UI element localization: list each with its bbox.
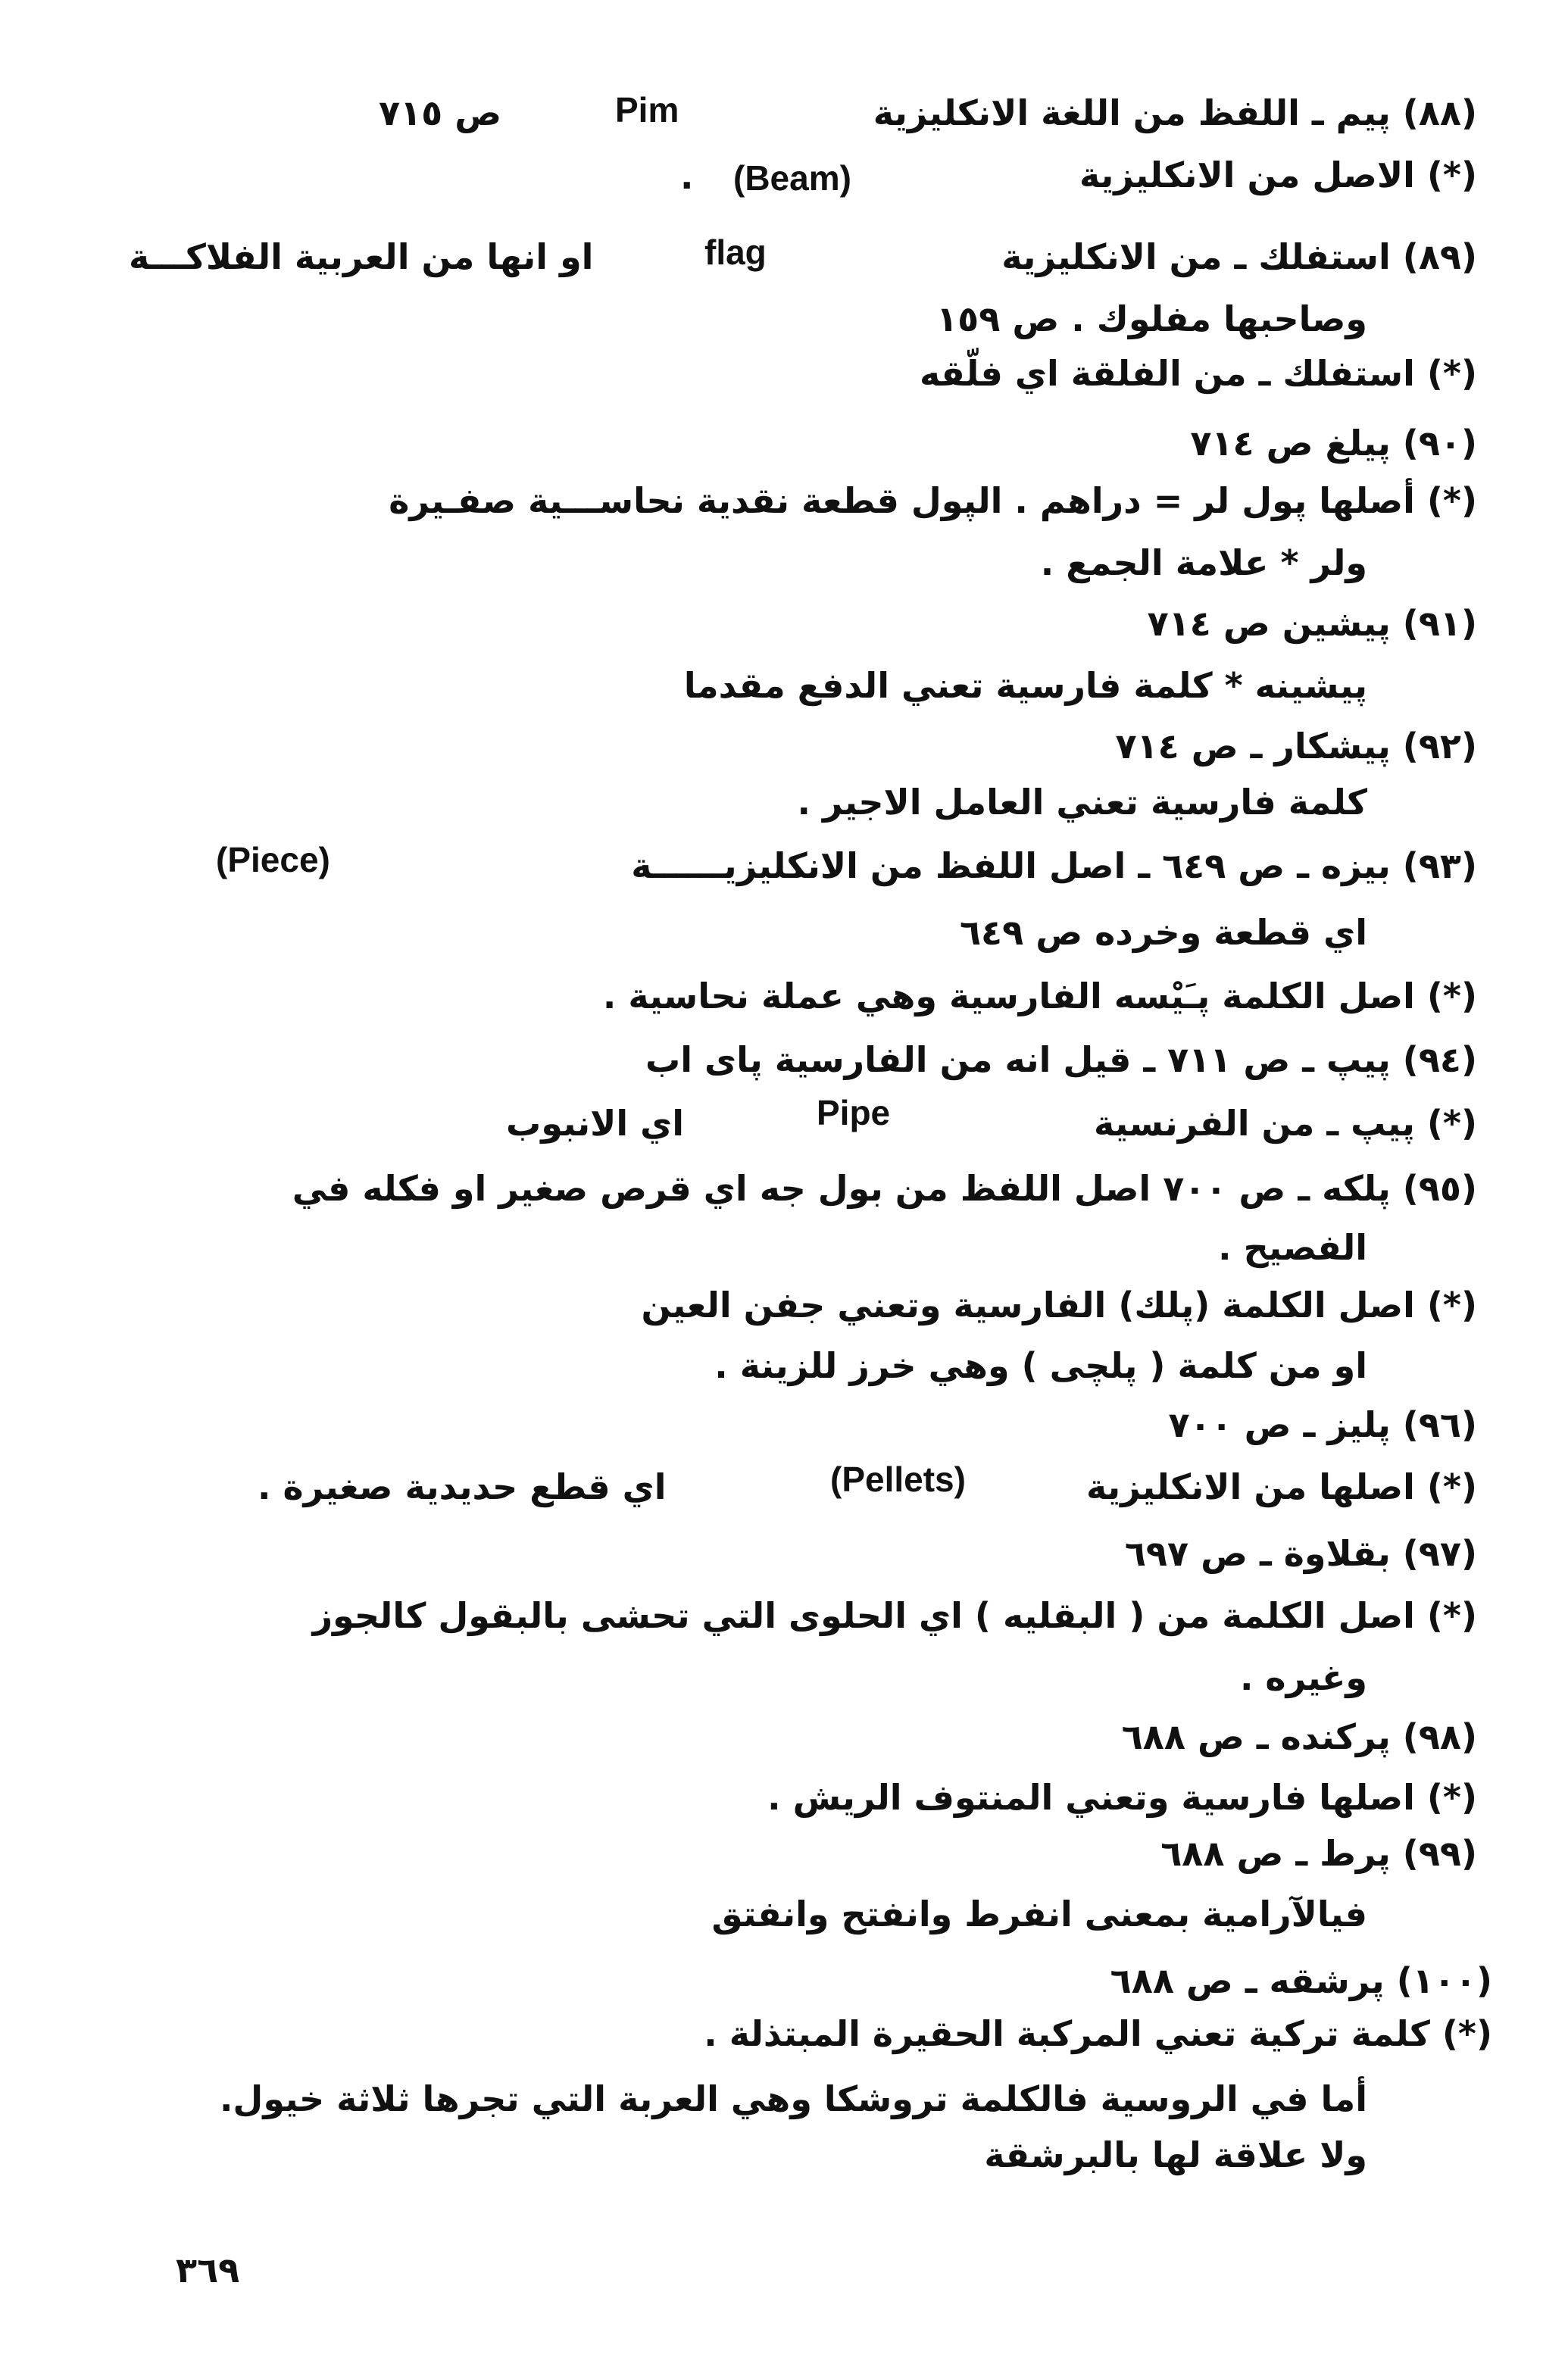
- entry-text: پيم ـ اللفظ من اللغة الانكليزية: [873, 92, 1391, 133]
- note-line: [312, 1595, 1477, 1636]
- note-line: [704, 2013, 1492, 2054]
- entry-97-line: [1124, 1533, 1477, 1574]
- entry-number: (٩٣): [1402, 845, 1477, 886]
- entry-number: (١٠٠): [1396, 1960, 1492, 2001]
- entry-text: پرشقه ـ ص ٦٨٨: [1110, 1960, 1385, 2001]
- entry-number: (٨٩): [1402, 236, 1477, 277]
- entry-93-line: [631, 845, 1477, 886]
- entry-number: (٩٥): [1402, 1168, 1477, 1209]
- note-marker: (*): [1426, 1103, 1477, 1144]
- continuation-line: اي قطعة وخرده ص ٦٤٩: [959, 912, 1367, 953]
- note-text: اصلها من الانكليزية: [1085, 1466, 1415, 1507]
- entry-text: بقلاوة ـ ص ٦٩٧: [1124, 1533, 1391, 1574]
- note-text: پيپ ـ من الفرنسية: [1093, 1103, 1415, 1144]
- note-text: اصل الكلمة من ( البقليه ) اي الحلوى التي تحشى بالبقول كالجوز: [312, 1595, 1415, 1636]
- note-line: [602, 976, 1477, 1016]
- continuation-line: وغيره .: [1239, 1657, 1367, 1698]
- entry-text: بيزه ـ ص ٦٤٩ ـ اصل اللفظ من الانكليزيــــــة: [631, 845, 1391, 886]
- line-end-punct: .: [680, 156, 694, 197]
- entry-text: پلكه ـ ص ٧٠٠ اصل اللفظ من بول جه اي قرص صغير او فكله في: [292, 1168, 1391, 1209]
- note-text: كلمة تركية تعني المركبة الحقيرة المبتذلة .: [704, 2013, 1430, 2054]
- note-marker: (*): [1426, 480, 1477, 521]
- continuation-line: او من كلمة ( پلچى ) وهي خرز للزينة .: [714, 1345, 1367, 1386]
- entry-text: پيلغ ص ٧١٤: [1190, 423, 1391, 464]
- entry-number: (٩٤): [1402, 1039, 1477, 1080]
- entry-number: (٩٧): [1402, 1533, 1477, 1574]
- entry-text: استفلك ـ من الانكليزية: [1001, 236, 1391, 277]
- continuation-line: ولا علاقة لها بالبرشقة: [984, 2134, 1367, 2175]
- entry-88-line: [873, 92, 1477, 133]
- latin-term: Pim: [615, 90, 679, 130]
- note-text: استفلك ـ من الفلقة اي فلّقه: [919, 353, 1415, 394]
- entry-number: (٩٩): [1402, 1833, 1477, 1874]
- entry-number: (٩٦): [1402, 1404, 1477, 1445]
- entry-98-line: [1121, 1716, 1477, 1757]
- note-text: اصلها فارسية وتعني المنتوف الريش .: [767, 1777, 1415, 1818]
- note-text: اصل الكلمة (پلك) الفارسية وتعني جفن العين: [641, 1285, 1415, 1326]
- latin-term: (Piece): [216, 840, 330, 879]
- continuation-line: ولر * علامة الجمع .: [1040, 542, 1367, 583]
- entry-number: (٩٢): [1402, 726, 1477, 767]
- entry-text-cont: اي قطع حديدية صغيرة .: [258, 1466, 667, 1507]
- page-reference: ص ٧١٥: [379, 92, 502, 133]
- entry-number: (٨٨): [1402, 92, 1477, 133]
- entry-number: (٩١): [1402, 603, 1477, 644]
- note-text: أصلها پول لر = دراهم . الپول قطعة نقدية نحاســـية صفـيرة: [389, 480, 1415, 521]
- continuation-line: كلمة فارسية تعني العامل الاجير .: [797, 782, 1367, 823]
- continuation-line: أما في الروسية فالكلمة تروشكا وهي العربة التي تجرها ثلاثة خيول.: [219, 2078, 1367, 2119]
- entry-96-line: [1168, 1404, 1477, 1445]
- latin-term: Pipe: [817, 1093, 891, 1132]
- entry-text: پيشكار ـ ص ٧١٤: [1115, 726, 1391, 767]
- note-line: [919, 353, 1477, 394]
- note-marker: (*): [1426, 1777, 1477, 1818]
- note-marker: (*): [1426, 1285, 1477, 1326]
- entry-text: پيپ ـ ص ٧١١ ـ قيل انه من الفارسية پاى اب: [645, 1039, 1391, 1080]
- continuation-line: فيالآرامية بمعنى انفرط وانفتح وانفتق: [711, 1894, 1367, 1934]
- note-line: [1093, 1103, 1477, 1144]
- page-number: ٣٦٩: [176, 2250, 240, 2290]
- entry-number: (٩٠): [1402, 423, 1477, 464]
- note-line: [1079, 155, 1477, 195]
- note-marker: (*): [1426, 353, 1477, 394]
- entry-99-line: [1160, 1833, 1477, 1874]
- note-line: [1085, 1466, 1477, 1507]
- note-marker: (*): [1426, 1466, 1477, 1507]
- note-text: الاصل من الانكليزية: [1079, 155, 1415, 195]
- continuation-line: وصاحبها مفلوك . ص ١٥٩: [936, 298, 1367, 339]
- entry-92-line: [1115, 726, 1477, 767]
- entry-95-line: [292, 1168, 1477, 1209]
- note-marker: (*): [1441, 2013, 1492, 2054]
- entry-text: پيشين ص ٧١٤: [1147, 603, 1391, 644]
- latin-term: (Pellets): [830, 1460, 966, 1499]
- continuation-line: الفصيح .: [1218, 1227, 1367, 1268]
- note-line: [767, 1777, 1477, 1818]
- note-marker: (*): [1426, 155, 1477, 195]
- note-marker: (*): [1426, 976, 1477, 1016]
- entry-text: پركنده ـ ص ٦٨٨: [1121, 1716, 1391, 1757]
- latin-term: (Beam): [733, 158, 851, 198]
- entry-90-line: [1190, 423, 1477, 464]
- entry-number: (٩٨): [1402, 1716, 1477, 1757]
- entry-100-line: [1110, 1960, 1492, 2001]
- entry-89-line: [1001, 236, 1477, 277]
- note-marker: (*): [1426, 1595, 1477, 1636]
- continuation-line: پيشينه * كلمة فارسية تعني الدفع مقدما: [683, 665, 1367, 706]
- entry-text-cont: او انها من العربية الفلاكـــة: [129, 236, 594, 277]
- entry-text: پرط ـ ص ٦٨٨: [1160, 1833, 1391, 1874]
- entry-text-cont: اي الانبوب: [506, 1103, 685, 1144]
- entry-text: پليز ـ ص ٧٠٠: [1168, 1404, 1391, 1445]
- entry-91-line: [1147, 603, 1477, 644]
- entry-94-line: [645, 1039, 1477, 1080]
- note-line: [641, 1285, 1477, 1326]
- note-text: اصل الكلمة پـَيْسه الفارسية وهي عملة نحاسية .: [602, 976, 1415, 1016]
- note-line: [389, 480, 1477, 521]
- latin-term: flag: [704, 233, 767, 272]
